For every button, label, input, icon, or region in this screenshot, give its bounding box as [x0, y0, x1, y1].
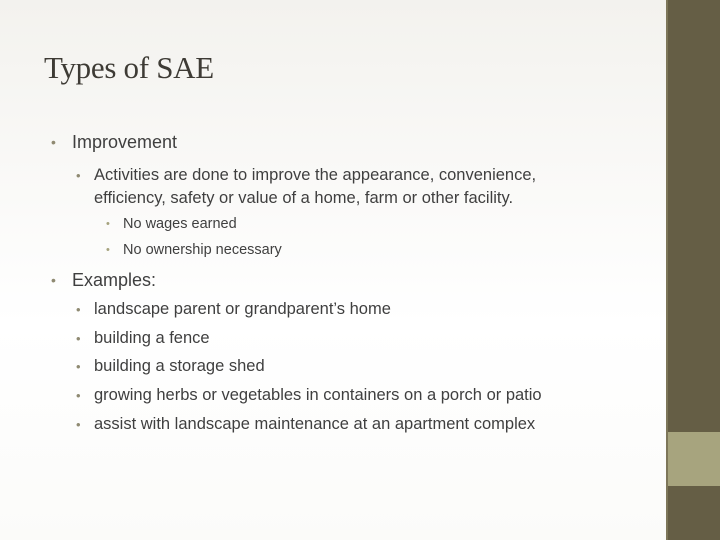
heading-improvement: Improvement — [72, 132, 178, 152]
detail-no-wages: No wages earned — [123, 216, 237, 232]
bullet-no-ownership: • — [106, 244, 110, 256]
bullet-example-3: • — [76, 359, 81, 374]
slide-title: Types of SAE — [44, 50, 214, 85]
bullet-example-5: • — [76, 417, 81, 432]
sidebar-accent-block — [668, 432, 720, 486]
example-item-5: assist with landscape maintenance at an apartment complex — [94, 415, 536, 433]
example-item-3: building a storage shed — [94, 357, 265, 375]
example-item-1: landscape parent or grandparent’s home — [94, 300, 391, 318]
improvement-description-line-2: efficiency, safety or value of a home, farm or other facility. — [94, 189, 514, 207]
heading-examples: Examples: — [72, 270, 157, 290]
bullet-activities: • — [76, 168, 81, 183]
bullet-examples: • — [51, 272, 56, 288]
bullet-improvement: • — [51, 134, 56, 150]
detail-no-ownership: No ownership necessary — [123, 242, 282, 258]
improvement-description-line-1: Activities are done to improve the appearance, convenience, — [94, 166, 537, 184]
bullet-example-1: • — [76, 302, 81, 317]
bullet-no-wages: • — [106, 218, 110, 230]
bullet-example-2: • — [76, 331, 81, 346]
example-item-2: building a fence — [94, 329, 210, 347]
bullet-example-4: • — [76, 388, 81, 403]
example-item-4: growing herbs or vegetables in containers on a porch or patio — [94, 386, 542, 404]
